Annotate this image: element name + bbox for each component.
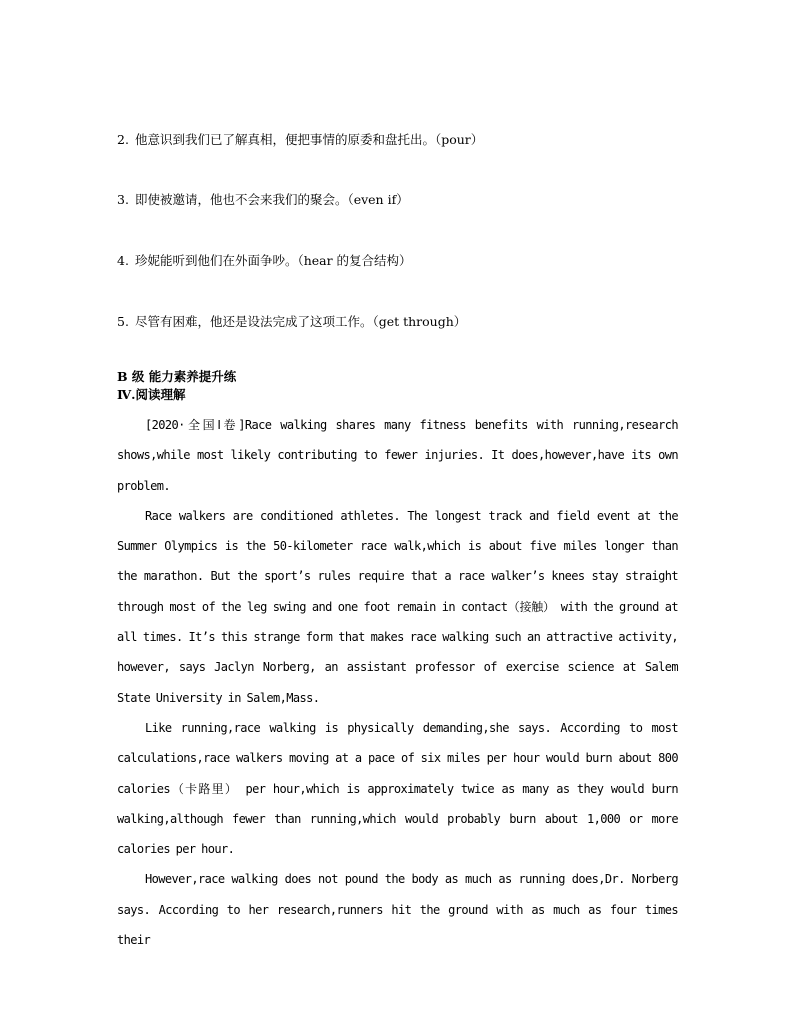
section-level-heading: B 级 能力素养提升练 — [117, 369, 237, 384]
item-text: 即使被邀请，他也不会来我们的聚会。（even if） — [134, 192, 409, 207]
passage-paragraph-1: [2020·全国Ⅰ卷]Race walking shares many fitness benefits with running,research shows,while most likely contributing to fewer injuries. It does,however,have its own problem. — [117, 418, 678, 493]
item-number: 4. — [117, 253, 129, 268]
translation-item-4 — [117, 253, 412, 269]
item-text: 他意识到我们已了解真相，便把事情的原委和盘托出。（pour） — [134, 132, 484, 147]
section-title: Ⅳ.阅读理解 — [117, 387, 186, 402]
reading-passage — [117, 410, 678, 955]
translation-item-3 — [117, 192, 409, 208]
item-text: 珍妮能听到他们在外面争吵。（hear 的复合结构） — [134, 253, 412, 268]
item-number: 3. — [117, 192, 129, 207]
item-number: 5. — [117, 314, 129, 329]
passage-paragraph-3: Like running,race walking is physically demanding,she says. According to most calculations,race walkers moving at a pace of six miles per hour would burn about 800 calories（卡路里） per hour,which is approximately twice as many as they would burn walking,although fewer than running,which would probably burn about 1,000 or more calories per hour. — [117, 720, 678, 857]
passage-paragraph-2: Race walkers are conditioned athletes. The longest track and field event at the Summer Olympics is the 50-kilometer race walk,which is about five miles longer than the marathon. But the sport’s rules require that a race walker’s knees stay straight through most of the leg swing and one foot remain in contact（接触） with the ground at all times. It’s this strange form that makes race walking such an attractive activity, however, says Jaclyn Norberg, an assistant professor of exercise science at Salem State University in Salem,Mass. — [117, 508, 678, 705]
translation-item-5 — [117, 314, 466, 330]
translation-item-2 — [117, 132, 483, 148]
item-number: 2. — [117, 132, 129, 147]
item-text: 尽管有困难，他还是设法完成了这项工作。（get through） — [134, 314, 467, 329]
passage-paragraph-4: However,race walking does not pound the body as much as running does,Dr. Norberg says. According to her research,runners hit the ground with as much as four times their — [117, 872, 678, 948]
